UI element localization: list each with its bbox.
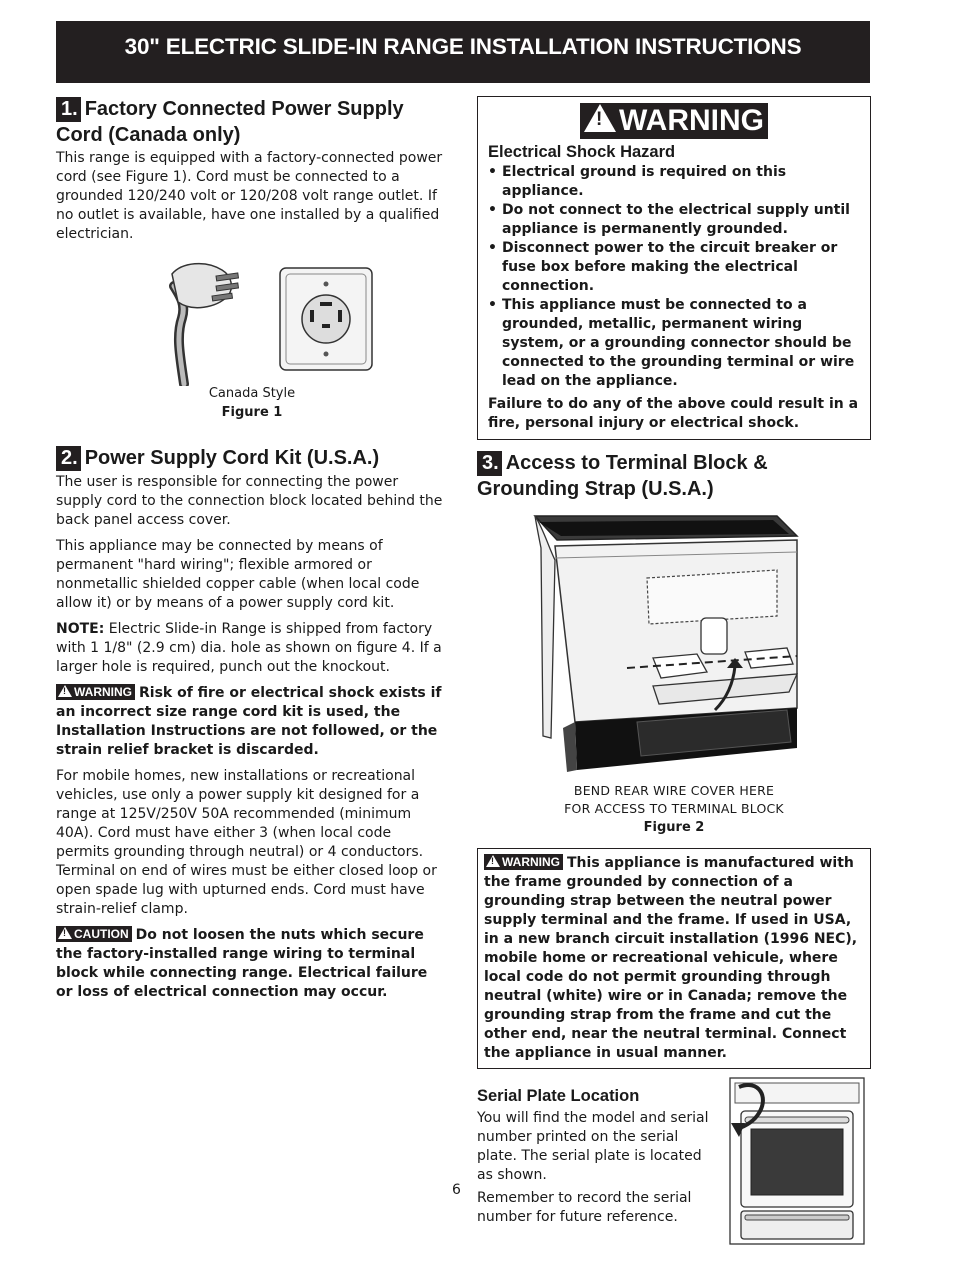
note-label: NOTE: [56, 621, 105, 637]
section-2-caution-text: Do not loosen the nuts which secure the factory-installed range wiring to terminal block while connecting range. Electrical failure or loss of electrical connection may occur. [56, 927, 428, 1000]
grounding-strap-warning-box [477, 848, 871, 1069]
serial-plate-para-2: Remember to record the serial number for future reference. [477, 1190, 692, 1225]
warning-triangle-icon [58, 685, 72, 697]
figure-1-label: Figure 1 [221, 405, 283, 420]
section-3-number: 3. [477, 451, 502, 476]
plug-and-outlet-illustration [56, 256, 448, 386]
right-column [477, 96, 871, 1265]
section-1-number: 1. [56, 97, 81, 122]
figure-2-caption-line-2: FOR ACCESS TO TERMINAL BLOCK [564, 801, 784, 816]
warning-triangle-icon [584, 104, 616, 132]
warning-bullet-list [488, 163, 860, 391]
warning-heading: Electrical Shock Hazard [488, 143, 676, 161]
range-front-illustration [729, 1077, 869, 1247]
section-3-title: Access to Terminal Block & Grounding Strap (U.S.A.) [477, 452, 768, 500]
warning-triangle-icon [486, 855, 500, 867]
warning-footer: Failure to do any of the above could result in a fire, personal injury or electrical shock. [488, 396, 859, 431]
section-2-para-2: This appliance may be connected by means of permanent "hard wiring"; flexible armored or nonmetallic shielded copper cable (when local code allow it) or by means of a power supply cord kit. [56, 538, 420, 611]
warning-chip: !WARNING [484, 854, 563, 870]
serial-plate-title: Serial Plate Location [477, 1087, 640, 1105]
warning-bullet: • This appliance must be connected to a grounded, metallic, permanent wiring system, or a grounding connector should be connected to the grounding terminal or wire lead on the appliance. [488, 296, 860, 391]
range-rear-illustration [477, 508, 871, 782]
grounding-warning-text: This appliance is manufactured with the frame grounded by connection of a grounding strap between the neutral power supply terminal and the frame. If used in USA, in a new branch circuit installation (1996 NEC), mobile home or recreational vehicule, where local code do not permit grounding through neutral (white) wire or in Canada; remove the grounding strap from the frame and cut the other end, near the neutral terminal. Connect the appliance in usual manner. [484, 855, 858, 1061]
left-column [56, 96, 448, 1002]
figure-1-caption: Canada Style [208, 386, 296, 401]
figure-2-label: Figure 2 [643, 820, 705, 835]
section-2-note [56, 620, 448, 677]
caution-chip: !CAUTION [56, 926, 132, 942]
section-2-number: 2. [56, 446, 81, 471]
figure-1 [56, 256, 448, 428]
section-1-heading [56, 96, 448, 148]
section-2-heading [56, 445, 448, 471]
section-2-para-1: The user is responsible for connecting the power supply cord to the connection block located behind the back panel access cover. [56, 474, 443, 528]
section-3-heading [477, 450, 871, 502]
section-2-title: Power Supply Cord Kit (U.S.A.) [84, 447, 380, 469]
caution-triangle-icon [58, 927, 72, 939]
section-2-warning [56, 684, 448, 760]
page-title: 30" ELECTRIC SLIDE-IN RANGE INSTALLATION INSTRUCTIONS [124, 34, 802, 59]
serial-plate-para-1: You will find the model and serial number printed on the serial plate. The serial plate is located as shown. [477, 1110, 709, 1183]
section-1-title: Factory Connected Power Supply Cord (Canada only) [56, 98, 404, 146]
figure-2-caption-line-1: BEND REAR WIRE COVER HERE [573, 783, 775, 798]
serial-plate-section [477, 1085, 871, 1265]
figure-2 [477, 508, 871, 848]
warning-badge: !WARNING [580, 103, 768, 139]
warning-bullet: • Electrical ground is required on this appliance. [488, 163, 860, 201]
section-2-para-3: For mobile homes, new installations or recreational vehicles, use only a power supply kit designed for a range at 125V/250V 50A recommended (minimum 40A). Cord must have either 3 (when local code permits grounding through neutral) or 4 conductors. Terminal on end of wires must be either closed loop or open spade lug with upturned ends. Cord must have strain-relief clamp. [56, 768, 437, 917]
section-1-body: This range is equipped with a factory-connected power cord (see Figure 1). Cord must be connected to a grounded 120/240 volt or 120/208 volt range outlet. If no outlet is available, have one installed by a qualified electrician. [56, 150, 443, 242]
warning-chip: !WARNING [56, 684, 135, 700]
grounding-warning [484, 854, 864, 1063]
section-2-warning-text: Risk of fire or electrical shock exists if an incorrect size range cord kit is used, the Installation Instructions are not followed, or the strain relief bracket is discarded. [56, 685, 442, 758]
note-text: Electric Slide-in Range is shipped from factory with 1 1/8" (2.9 cm) dia. hole as shown on figure 4. If a larger hole is required, punch out the knockout. [56, 621, 442, 675]
section-2-caution [56, 926, 448, 1002]
warning-bullet: • Disconnect power to the circuit breaker or fuse box before making the electrical connection. [488, 239, 860, 296]
electrical-shock-warning-box [477, 96, 871, 440]
page-number: 6 [452, 1182, 461, 1198]
warning-bullet: • Do not connect to the electrical supply until appliance is permanently grounded. [488, 201, 860, 239]
